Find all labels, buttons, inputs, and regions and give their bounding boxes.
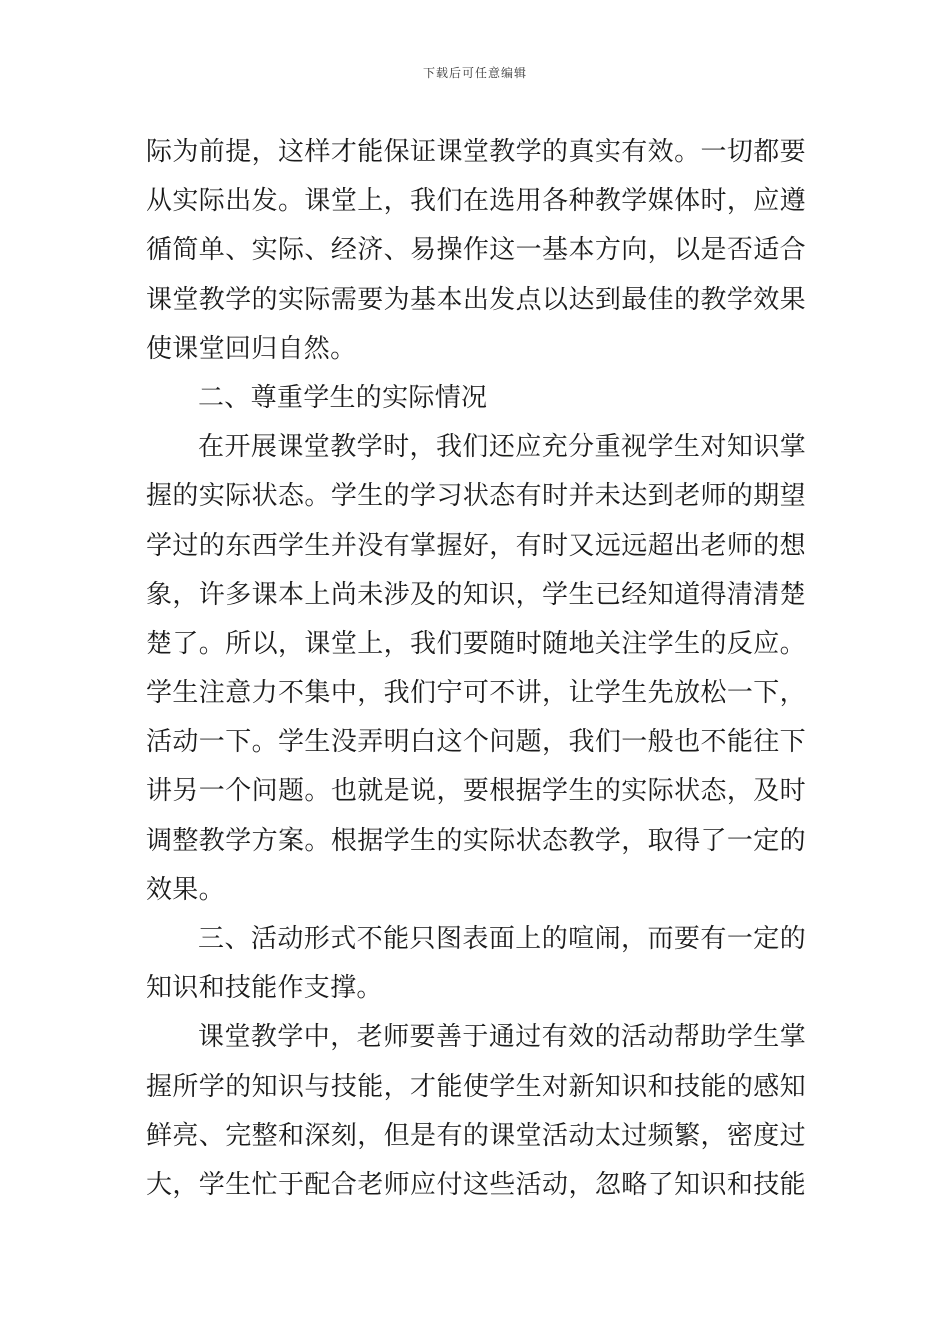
body-line-14: 讲另一个问题。也就是说，要根据学生的实际状态，及时 (146, 776, 806, 807)
body-line-22: 大，学生忙于配合老师应付这些活动，忽略了知识和技能 (146, 1169, 806, 1200)
body-line-5: 使课堂回归自然。 (146, 333, 357, 364)
body-line-3: 循简单、实际、经济、易操作这一基本方向，以是否适合 (146, 235, 806, 266)
page-header-note: 下载后可任意编辑 (422, 66, 527, 80)
body-line-20: 握所学的知识与技能，才能使学生对新知识和技能的感知 (146, 1071, 806, 1102)
body-line-15: 调整教学方案。根据学生的实际状态教学，取得了一定的 (146, 825, 806, 856)
body-line-11: 楚了。所以，课堂上，我们要随时随地关注学生的反应。 (146, 628, 806, 659)
body-line-16: 效果。 (146, 874, 225, 905)
body-line-8: 握的实际状态。学生的学习状态有时并未达到老师的期望 (146, 481, 806, 512)
document-body (146, 128, 806, 1210)
section-heading-3-cont: 知识和技能作支撑。 (146, 973, 383, 1004)
section-heading-2: 二、尊重学生的实际情况 (198, 382, 488, 413)
body-line-10: 象，许多课本上尚未涉及的知识，学生已经知道得清清楚 (146, 579, 806, 610)
body-line-13: 活动一下。学生没弄明白这个问题，我们一般也不能往下 (146, 727, 806, 758)
body-line-12: 学生注意力不集中，我们宁可不讲，让学生先放松一下， (146, 678, 806, 709)
body-line-19: 课堂教学中，老师要善于通过有效的活动帮助学生掌 (198, 1022, 806, 1053)
body-line-2: 从实际出发。课堂上，我们在选用各种教学媒体时，应遵 (146, 186, 806, 217)
body-line-4: 课堂教学的实际需要为基本出发点以达到最佳的教学效果 (146, 284, 806, 315)
section-heading-3: 三、活动形式不能只图表面上的喧闹，而要有一定的 (198, 924, 806, 954)
body-line-21: 鲜亮、完整和深刻，但是有的课堂活动太过频繁，密度过 (146, 1120, 806, 1151)
body-line-9: 学过的东西学生并没有掌握好，有时又远远超出老师的想 (146, 530, 806, 561)
body-line-1: 际为前提，这样才能保证课堂教学的真实有效。一切都要 (146, 137, 806, 167)
body-line-7: 在开展课堂教学时，我们还应充分重视学生对知识掌 (198, 432, 806, 463)
